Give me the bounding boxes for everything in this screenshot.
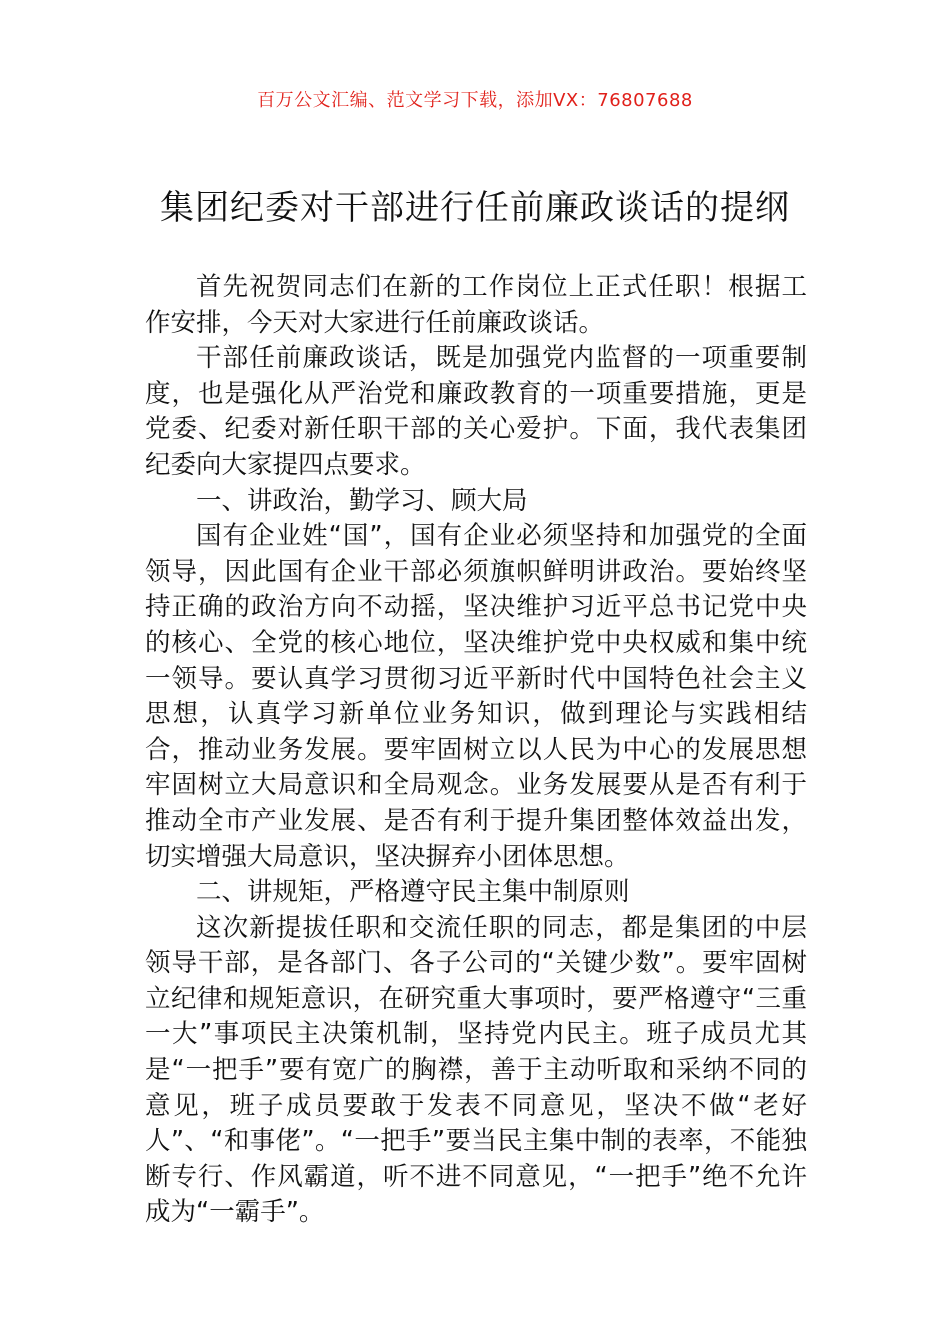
paragraph-intro: 干部任前廉政谈话，既是加强党内监督的一项重要制度，也是强化从严治党和廉政教育的一项重要措施，更是党委、纪委对新任职干部的关心爱护。下面，我代表集团纪委向大家提四点要求。: [145, 343, 807, 480]
section-heading-2: 二、讲规矩，严格遵守民主集中制原则: [196, 877, 630, 908]
document-title: 集团纪委对干部进行任前廉政谈话的提纲: [160, 188, 790, 228]
header-note: 百万公文汇编、范文学习下载，添加VX：76807688: [257, 90, 693, 111]
section-heading-1: 一、讲政治，勤学习、顾大局: [196, 485, 528, 516]
document-body: [145, 270, 807, 1231]
paragraph-section-1: 国有企业姓“国”，国有企业必须坚持和加强党的全面领导，因此国有企业干部必须旗帜鲜明讲政治。要始终坚持正确的政治方向不动摇，坚决维护习近平总书记党中央的核心、全党的核心地位，坚决维护党中央权威和集中统一领导。要认真学习贯彻习近平新时代中国特色社会主义思想，认真学习新单位业务知识，做到理论与实践相结合，推动业务发展。要牢固树立以人民为中心的发展思想牢固树立大局意识和全局观念。业务发展要从是否有利于推动全市产业发展、是否有利于提升集团整体效益出发，切实增强大局意识，坚决摒弃小团体思想。: [145, 521, 807, 872]
paragraph-section-2: 这次新提拔任职和交流任职的同志，都是集团的中层领导干部，是各部门、各子公司的“关键少数”。要牢固树立纪律和规矩意识，在研究重大事项时，要严格遵守“三重一大”事项民主决策机制，坚持党内民主。班子成员尤其是“一把手”要有宽广的胸襟，善于主动听取和采纳不同的意见，班子成员要敢于发表不同意见，坚决不做“老好人”、“和事佬”。“一把手”要当民主集中制的表率，不能独断专行、作风霸道，听不进不同意见，“一把手”绝不允许成为“一霸手”。: [145, 912, 807, 1228]
paragraph-greeting: 首先祝贺同志们在新的工作岗位上正式任职！根据工作安排，今天对大家进行任前廉政谈话。: [145, 272, 807, 338]
